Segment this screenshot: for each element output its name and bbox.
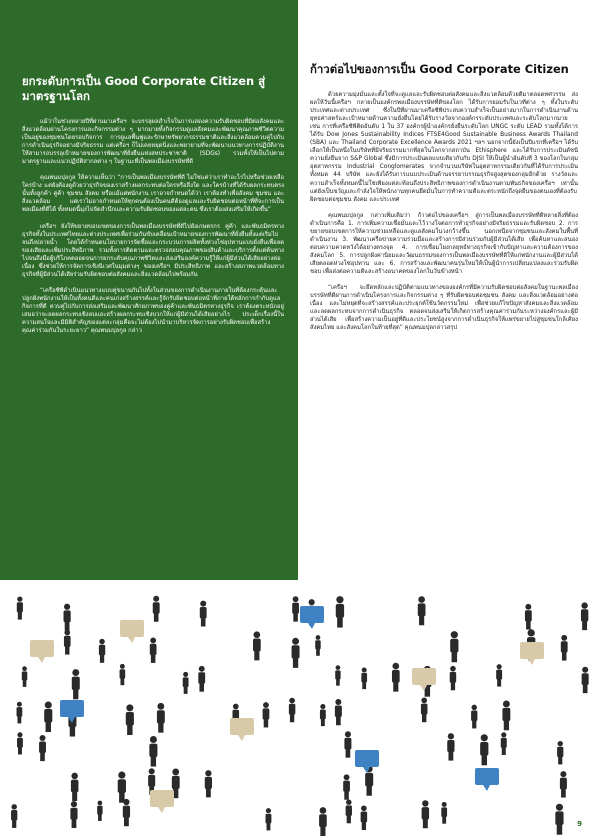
left-column xyxy=(22,74,284,343)
person-figure xyxy=(253,631,261,660)
person-figure xyxy=(126,704,134,735)
speech-bubble xyxy=(412,668,436,691)
speech-bubble xyxy=(150,790,174,813)
person-figure xyxy=(315,635,320,656)
crowd-figures xyxy=(11,596,589,836)
person-figure xyxy=(422,800,429,828)
speech-bubbles xyxy=(30,606,544,813)
person-figure xyxy=(71,773,79,801)
person-figure xyxy=(70,801,77,828)
speech-bubble xyxy=(120,620,144,643)
person-figure xyxy=(150,637,157,662)
person-figure xyxy=(480,734,488,765)
person-figure xyxy=(335,665,340,685)
right-paragraph: “เครือฯ จะยึดหลักและปฏิบัติตามแนวทางขององค์กรที่มีความรับผิดชอบต่อสังคมในฐานะพลเมืองบรรษัทที่ดีผ่านการดำเนินโครงการและกิจกรรมต่าง ๆ ที่รับผิดชอบต่อชุมชน สังคม และสิ่งแวดล้อมอย่างต่อเนื่อง และไม่หยุดที่จะสร้างสรรค์และประยุกต์ใช้นวัตกรรมใหม่ เพื่อช่วยแก้ไขปัญหาสังคมและสิ่งแวดล้อม และลดผลกระทบจากการดำเนินธุรกิจ ตลอดจนส่งเสริมให้เกิดการสร้างคุณค่าร่วมกันระหว่างองค์กรและผู้มีส่วนได้เสีย เพื่อสร้างความเป็นอยู่ที่ดีและประโยชน์สูงจากการดำเนินธุรกิจให้แพร่ขยายไปสู่ชุมชนใกล้เคียง สังคมไทย และสังคมโลกในท้ายที่สุด” คุณพนมปุลกล่าวสรุป xyxy=(310,285,578,332)
person-figure xyxy=(496,664,502,686)
person-figure xyxy=(153,596,160,622)
person-figure xyxy=(344,731,351,757)
person-figure xyxy=(64,630,71,655)
person-figure xyxy=(502,701,510,731)
person-figure xyxy=(361,805,368,830)
person-figure xyxy=(11,804,17,828)
person-figure xyxy=(418,596,426,625)
person-figure xyxy=(149,736,157,767)
person-figure xyxy=(346,799,352,823)
right-heading: ก้าวต่อไปของการเป็น Good Corporate Citizen xyxy=(310,62,569,76)
left-paragraph: แม้ว่าในช่วงหลายปีที่ผ่านมาเครือฯ จะบรรลุผลสำเร็จในการแสดงความรับผิดชอบที่มีต่อสังคมและสิ่งแวดล้อมผ่านโครงการและกิจกรรมต่าง ๆ มากมายทั้งกิจกรรมดูแลสังคมและพัฒนาคุณภาพชีวิตความเป็นอยู่ของชุมชนโดยรอบกิจการ การดูแลพื้นฟูและรักษาทรัพยากรธรรมชาติและสิ่งแวดล้อมควบคู่ไปกับการดำเนินธุรกิจอย่างมีจริยธรรม แต่เครือฯ ก็ไม่เคยหยุดนิ่งและพยายามที่จะพัฒนาแนวทางการปฏิบัติงานให้สามารถบรรลุเป้าหมายของการพัฒนาที่ยั่งยืนแห่งสหประชาชาติ (SDGs) รวมทั้งให้เป็นไปตามมาตรฐานและแนวปฏิบัติสากลต่าง ๆ ในฐานะที่เป็นพลเมืองบรรษัทที่ดี xyxy=(22,119,284,166)
person-figure xyxy=(582,667,589,693)
speech-bubble xyxy=(300,606,324,629)
person-figure xyxy=(99,639,105,663)
left-heading: ยกระดับการเป็น Good Corporate Citizen สู่มาตรฐานโลก xyxy=(22,74,266,103)
left-paragraph: “เครือซีพีดำเนินแนวทางแบบคู่ขนานกันไปทั้งในส่วนของการดำเนินงานภายในที่ต้องกระตุ้นและปลูกฝังพนักงานให้เป็นทั้งคนดีและคนเก่งสร้างสรรค์และรู้จักรับผิดชอบต่อหน้าที่ภายใต้หลักการกำกับดูแลกิจการที่ดี ควบคู่ไปกับการส่งเสริมและพัฒนาศักยภาพของคู่ค้าและพันธมิตรทางธุรกิจ เราต้องตระหนักอยู่เสมอว่าจะลดผลกระทบเชิงลบและสร้างผลกระทบเชิงบวกให้แก่ผู้มีส่วนได้เสียอย่างไร ประเด็กเรื่องนี้ในความสนใจและมีมิติสำคัญของแต่ละกลุ่มคือจะไม่ต้องไปนำมาบริหารจัดการอย่างรับผิดชอบเพื่อสร้างคุณค่าร่วมกันในระยะยาว” คุณพนมปุลกูล กล่าว xyxy=(22,287,284,335)
person-figure xyxy=(421,698,428,723)
right-paragraph: ด้วยความมุ่งมั่นและตั้งใจที่จะดูแลและรับผิดชอบต่อสังคมและสิ่งแวดล้อมด้วยดีมาตลอดทศวรรษ ส่งผลให้วันนี้เครือฯ กลายเป็นองค์กรพลเมืองบรรษัทที่ดีของโลก ได้รับการยอมรับในเวทีต่าง ๆ ทั้งในระดับประเทศและต่างประเทศ ซึ่งในปีที่ผ่านมาเครือซีพีประสบความสำเร็จเป็นอย่างมากในการดำเนินงานด้านยุทธศาสตร์และเป้าหมายด้านความยั่งยืนโดยได้รับรางวัลจากองค์กรระดับประเทศและระดับโลกมากมาย เช่น การที่เครือซีพีติดอันดับ 1 ใน 37 องค์กรผู้นำองค์กรยั่งยืนระดับโลก UNGC ระดับ LEAD รวมทั้งได้การได้รับ Dow Jones Sustainability Indices FTSE4Good Sustainable Business Awards Thailand (SBA) และ Thailand Corporate Excellence Awards 2021 ฯลฯ นอกจากนี้ยังเป็นปีแรกที่เครือฯ ได้รับเลือกให้เป็นหนึ่งในบริษัทที่มีจริยธรรมมากที่สุดในโลกจากสถาบัน Ethisphere และได้รับการประเมินดัชนีความยั่งยืนจาก S&P Global ซึ่งมีการประเมินผลแบบเดียวกับกับ DJSI ให้เป็นผู้นำอันดับที่ 3 ของโลกในกลุ่มอุตสาหกรรม Industrial Conglomerates จากจำนวนบริษัทในอุตสาหกรรมเดียวกันที่ได้รับการประเมินทั้งหมด 44 บริษัท และยังได้รับการแนบประเมินด้านจรรยาบรรณธุรกิจสูงสุดของกลุ่มอีกด้วย รางวัลและความสำเร็จทั้งหมดนี้ไม่ใช่เพียงแต่สะท้อนถึงประสิทธิภาพของการดำเนินงานตามพันธกิจของเครือฯ เท่านั้น แต่ยังเป็นขวัญและกำลังใจให้พนักงานทุกคนยึดมั่นในการทำความดีและตระหนักถึงจุดยืนของตนเองที่ต้องรับผิดชอบต่อชุมชน สังคม และประเทศ xyxy=(310,92,578,203)
person-figure xyxy=(118,771,126,802)
person-figure xyxy=(263,702,270,727)
person-figure xyxy=(441,802,447,824)
person-figure xyxy=(39,735,46,761)
person-figure xyxy=(319,807,327,836)
crowd-illustration xyxy=(0,580,594,840)
person-figure xyxy=(292,638,300,668)
person-figure xyxy=(266,808,272,830)
person-figure xyxy=(501,732,507,755)
person-figure xyxy=(292,596,299,621)
person-figure xyxy=(289,698,296,723)
speech-bubble xyxy=(60,700,84,723)
person-figure xyxy=(581,602,588,630)
person-figure xyxy=(361,668,367,690)
person-figure xyxy=(123,799,130,826)
person-figure xyxy=(157,703,165,733)
speech-bubble xyxy=(355,750,379,773)
left-paragraph: เครือฯ ยังให้ขยายขอบเขตของการเป็นพลเมืองบรรษัทที่ดีไปยังเกษตรกร คู่ค้า และพันธมิตรทางธุรกิจทั้งในประเทศไทยและต่างประเทศเพื่อร่วมกันขับเคลื่อนเป้าหมายของการพัฒนาที่ยั่งยืนทั้งแต่เริ่มไปจนถึงปลายน้ำ โดยได้กำหนดนโยบายการจัดซื้อและกระบวนการผลิตทั้งห่วงโซ่อุปทานแบบยั่งยืนเพื่อลดของเสียและเพิ่มประสิทธิภาพ รวมทั้งการติดตามและตรวจสอบคุณภาพของสินค้าและบริการตั้งแต่ต้นทางไปจนถึงมือผู้บริโภคตลอดจนการยกระดับคุณภาพชีวิตและส่งเสริมองค์ความรู้ให้แก่ผู้มีส่วนได้เสียอย่างต่อเนื่อง ซึ่งช่วยให้การจัดการเชิงนิเวศในมุมต่างๆ ของเครือฯ มีประสิทธิภาพ และสร้างสภาพแวดล้อมทางธุรกิจที่ผู้มีส่วนได้เสียร่วมรับผิดชอบต่อสังคมและสิ่งแวดล้อมไปพร้อมกัน xyxy=(22,223,284,278)
person-figure xyxy=(200,601,207,627)
right-paragraph: คุณพนมปุลกูล กล่าวเพิ่มเติมว่า ก้าวต่อไปของเครือฯ สู่การเป็นพลเมืองบรรษัทที่ดีหลายสิ่งที่ต้องดำเนินการคือ 1. การเพิ่มความเชื่อมั่นและไว้วางใจต่อการทำธุรกิจอย่างมีจริยธรรมและรับผิดชอบ 2. การขยายขอบเขตการให้ความช่วยเหลือและดูแลสังคมในวงกว้างขึ้น นอกเหนือจากชุมชนและสังคมในพื้นที่ดำเนินงาน 3. พัฒนาเครือข่ายความร่วมมือและสร้างการมีส่วนร่วมกับผู้มีส่วนได้เสีย เพื่อค้นหาและสนองตอบความคาดหวังได้อย่างตรงจุด 4. การเชื่อมโยงกลยุทธ์ทางธุรกิจเข้ากับปัญหาและความต้องการของสังคมโลก 5. การปลูกฝังค่านิยมและวัฒนธรรมของการเป็นพลเมืองบรรษัทที่ดีให้แก่พนักงานและผู้มีส่วนได้เสียตลอดห่วงโซ่อุปทาน และ 6. การสร้างและพัฒนาคนรุ่นใหม่ให้เป็นผู้นำการเปลี่ยนแปลงและร่วมรับผิดชอบ เพื่อส่งต่อความดีและสร้างอนาคตของโลกในวันข้างหน้า xyxy=(310,212,578,275)
person-figure xyxy=(120,664,126,685)
person-figure xyxy=(450,631,458,662)
person-figure xyxy=(320,704,326,726)
person-figure xyxy=(97,801,102,821)
person-figure xyxy=(17,596,23,619)
person-figure xyxy=(205,770,212,797)
speech-bubble xyxy=(30,640,54,663)
right-column xyxy=(310,62,578,340)
person-figure xyxy=(64,604,71,631)
person-figure xyxy=(560,771,567,797)
person-figure xyxy=(343,774,350,799)
person-figure xyxy=(525,604,532,630)
page-number: 9 xyxy=(577,820,582,828)
person-figure xyxy=(450,666,456,690)
left-paragraph: คุณพนมปุลกูล ให้ความเห็นว่า “การเป็นพลเมืองบรรษัทที่ดี ไม่ใช่แค่ว่าเราทำอะไรไปหรือช่วยเหลือใครบ้าง แต่ยังต้องดูด้วยว่าธุรกิจของเราสร้างผลกระทบต่อใครหรือสิ่งใด และใครบ้างที่ได้รับผลกระทบตรงนั้นทั้งลูกค้า คู่ค้า ชุมชน สังคม หรือแม้แต่พนักงาน เราอาจกำหนดได้ว่า เราต้องทำเพื่อสังคม ชุมชน และสิ่งแวดล้อม แต่เราไม่อาจกำหนดให้ทุกคนต้องเป็นคนดีต้องดูแลและรับผิดชอบต่อหน้าที่ที่จะการเป็นพลเมืองที่ดีได้ ทั้งหมดนี้มุ่งไปจัดสำนึกและความรับผิดชอบของแต่ละคน ซึ่งเราต้องส่งเสริมให้เกิดขึ้น” xyxy=(22,175,284,214)
person-figure xyxy=(44,701,52,732)
person-figure xyxy=(557,741,563,764)
speech-bubble xyxy=(520,642,544,665)
person-figure xyxy=(561,635,568,661)
person-figure xyxy=(392,663,400,692)
person-figure xyxy=(555,804,563,835)
person-figure xyxy=(22,666,27,687)
person-figure xyxy=(72,669,80,699)
person-figure xyxy=(471,705,477,729)
person-figure xyxy=(17,702,23,724)
person-figure xyxy=(183,672,189,694)
person-figure xyxy=(336,596,344,627)
person-figure xyxy=(335,699,342,725)
speech-bubble xyxy=(230,718,254,741)
person-figure xyxy=(198,666,205,692)
person-figure xyxy=(447,733,454,760)
person-figure xyxy=(17,732,23,754)
speech-bubble xyxy=(475,768,499,791)
